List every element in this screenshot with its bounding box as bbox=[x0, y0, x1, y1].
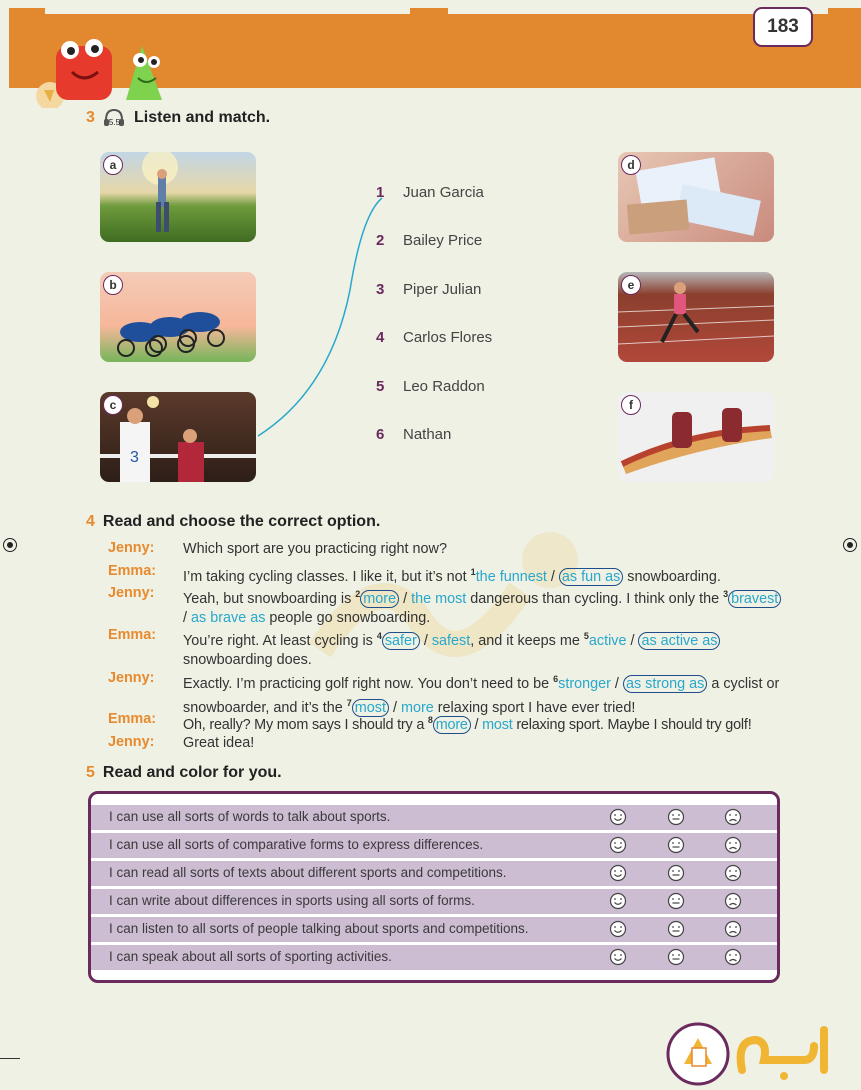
sad-face-icon[interactable] bbox=[724, 808, 742, 826]
option-selected[interactable]: most bbox=[352, 699, 389, 717]
table-row: I can use all sorts of comparative forms to express differences. bbox=[91, 833, 777, 861]
option-selected[interactable]: safer bbox=[382, 632, 420, 650]
list-item: 1 Juan Garcia bbox=[376, 184, 484, 201]
happy-face-icon[interactable] bbox=[609, 892, 627, 910]
neutral-face-icon[interactable] bbox=[667, 892, 685, 910]
audio-track-number: 5.5 bbox=[108, 117, 121, 127]
neutral-face-icon[interactable] bbox=[667, 864, 685, 882]
option[interactable]: more bbox=[400, 699, 434, 716]
neutral-face-icon[interactable] bbox=[667, 920, 685, 938]
table-row: I can read all sorts of texts about different sports and competitions. bbox=[91, 861, 777, 889]
table-row: I can speak about all sorts of sporting activities. bbox=[91, 945, 777, 973]
happy-face-icon[interactable] bbox=[609, 864, 627, 882]
snowboard-photo bbox=[618, 392, 774, 482]
option[interactable]: the funnest bbox=[475, 568, 547, 585]
banner-notch bbox=[45, 0, 410, 14]
option[interactable]: the most bbox=[411, 590, 467, 607]
registration-mark bbox=[3, 538, 17, 552]
audio-icon[interactable] bbox=[103, 108, 120, 128]
picture-letter: e bbox=[621, 275, 641, 295]
section3-heading bbox=[86, 108, 270, 128]
svg-text:3: 3 bbox=[130, 449, 139, 466]
list-item: 4 Carlos Flores bbox=[376, 329, 493, 346]
section-title: Read and color for you. bbox=[102, 764, 282, 781]
picture-letter: d bbox=[621, 155, 641, 175]
option-selected[interactable]: bravest bbox=[728, 590, 781, 608]
option-selected[interactable]: as fun as bbox=[559, 568, 623, 586]
table-row: I can use all sorts of words to talk about sports. bbox=[91, 805, 777, 833]
sad-face-icon[interactable] bbox=[724, 864, 742, 882]
sad-face-icon[interactable] bbox=[724, 836, 742, 854]
tickets-money-photo bbox=[618, 152, 774, 242]
happy-face-icon[interactable] bbox=[609, 836, 627, 854]
option[interactable]: safest bbox=[431, 632, 471, 649]
mascot-icon bbox=[30, 38, 190, 108]
section-number: 4 bbox=[86, 513, 95, 530]
golf-photo bbox=[100, 152, 256, 242]
brand-logo-icon bbox=[664, 1020, 844, 1086]
match-line bbox=[250, 190, 390, 440]
happy-face-icon[interactable] bbox=[609, 948, 627, 966]
picture-letter: f bbox=[621, 395, 641, 415]
list-item: 6 Nathan bbox=[376, 426, 452, 443]
neutral-face-icon[interactable] bbox=[667, 808, 685, 826]
section-title: Listen and match. bbox=[134, 109, 271, 126]
neutral-face-icon[interactable] bbox=[667, 948, 685, 966]
option[interactable]: as brave as bbox=[191, 609, 266, 626]
section4-heading bbox=[86, 513, 380, 531]
happy-face-icon[interactable] bbox=[609, 920, 627, 938]
happy-face-icon[interactable] bbox=[609, 808, 627, 826]
section-title: Read and choose the correct option. bbox=[102, 513, 381, 530]
option-selected[interactable]: as strong as bbox=[623, 675, 707, 693]
picture-letter: b bbox=[103, 275, 123, 295]
option-selected[interactable]: more bbox=[360, 590, 399, 608]
crop-mark bbox=[0, 1058, 20, 1059]
list-item: 5 Leo Raddon bbox=[376, 378, 485, 395]
track-cycling-photo bbox=[100, 272, 256, 362]
section-number: 3 bbox=[86, 109, 95, 126]
sad-face-icon[interactable] bbox=[724, 920, 742, 938]
picture-letter: a bbox=[103, 155, 123, 175]
list-item: 3 Piper Julian bbox=[376, 281, 482, 298]
table-row: I can write about differences in sports using all sorts of forms. bbox=[91, 889, 777, 917]
table-row: I can listen to all sorts of people talking about sports and competitions. bbox=[91, 917, 777, 945]
page-number: 183 bbox=[753, 7, 813, 47]
list-item: 2 Bailey Price bbox=[376, 232, 483, 249]
sad-face-icon[interactable] bbox=[724, 892, 742, 910]
volleyball-photo bbox=[100, 392, 256, 482]
picture-letter: c bbox=[103, 395, 123, 415]
option-selected[interactable]: more bbox=[433, 716, 471, 734]
section5-heading bbox=[86, 764, 282, 782]
section-number: 5 bbox=[86, 764, 95, 781]
option[interactable]: stronger bbox=[558, 675, 611, 692]
option-selected[interactable]: as active as bbox=[638, 632, 720, 650]
option[interactable]: active bbox=[588, 632, 627, 649]
running-track-photo bbox=[618, 272, 774, 362]
option[interactable]: most bbox=[482, 716, 513, 733]
neutral-face-icon[interactable] bbox=[667, 836, 685, 854]
sad-face-icon[interactable] bbox=[724, 948, 742, 966]
registration-mark bbox=[843, 538, 857, 552]
